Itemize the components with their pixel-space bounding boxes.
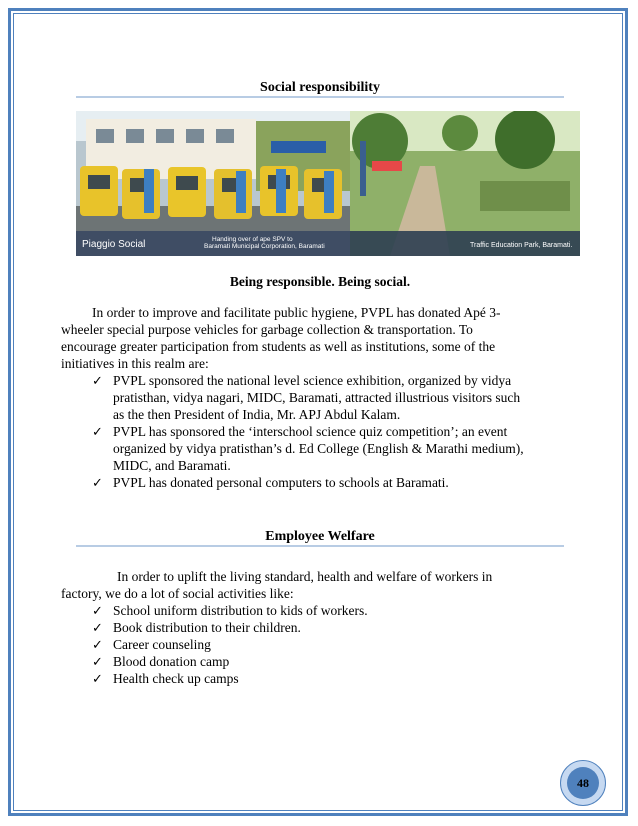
section-title-social-responsibility: Social responsibility <box>260 80 380 95</box>
page-number-badge <box>567 767 599 799</box>
section-title-employee-welfare: Employee Welfare <box>265 529 375 544</box>
check-icon: ✓ <box>92 620 103 635</box>
page-number: 48 <box>577 775 589 790</box>
list-item: ✓ Blood donation camp <box>92 654 230 669</box>
list-item: ✓ Book distribution to their children. <box>92 620 301 635</box>
list-item: ✓ School uniform distribution to kids of workers. <box>92 603 368 618</box>
list-item: ✓ PVPL has donated personal computers to schools at Baramati. <box>92 475 449 490</box>
intro-line-1: In order to improve and facilitate public hygiene, PVPL has donated Apé 3- <box>92 305 501 320</box>
check-icon: ✓ <box>92 671 103 686</box>
list-item: ✓ PVPL sponsored the national level science exhibition, organized by vidya pratisthan, vidya nagari, MIDC, Baramati, attracted illustrious visitors such as the then President of India, Mr. APJ Abdul Kalam. <box>92 373 521 422</box>
check-icon: ✓ <box>92 475 103 490</box>
photo-right-caption: Traffic Education Park, Baramati. <box>470 242 573 249</box>
welfare-intro-line-1: In order to uplift the living standard, health and welfare of workers in <box>117 569 493 584</box>
photo-piaggio-social <box>76 111 350 256</box>
welfare-intro-line-2: factory, we do a lot of social activities like: <box>61 586 294 601</box>
photo-left-caption-line1: Handing over of ape SPV to <box>212 236 293 243</box>
list-item: ✓ PVPL has sponsored the ‘interschool science quiz competition’; an event organized by vidya pratisthan’s d. Ed College (English & Marathi medium), MIDC, and Baramati. <box>92 424 524 473</box>
welfare-activities-list <box>92 602 562 687</box>
check-icon: ✓ <box>92 373 103 388</box>
check-icon: ✓ <box>92 654 103 669</box>
photo-traffic-education-park <box>350 111 580 256</box>
intro-line-3: encourage greater participation from students as well as institutions, some of the <box>61 339 496 354</box>
check-icon: ✓ <box>92 603 103 618</box>
photo-left-brand-caption: Piaggio Social <box>82 239 146 250</box>
list-item: ✓ Career counseling <box>92 637 211 652</box>
intro-line-2: wheeler special purpose vehicles for garbage collection & transportation. To <box>61 322 473 337</box>
photo-left-caption-line2: Baramati Municipal Corporation, Baramati <box>204 243 325 250</box>
intro-line-4: initiatives in this realm are: <box>61 356 209 371</box>
initiatives-list <box>92 372 562 491</box>
list-item: ✓ Health check up camps <box>92 671 239 686</box>
check-icon: ✓ <box>92 424 103 439</box>
heading-rule <box>76 545 564 547</box>
check-icon: ✓ <box>92 637 103 652</box>
heading-rule <box>76 96 564 98</box>
tagline: Being responsible. Being social. <box>229 274 411 289</box>
